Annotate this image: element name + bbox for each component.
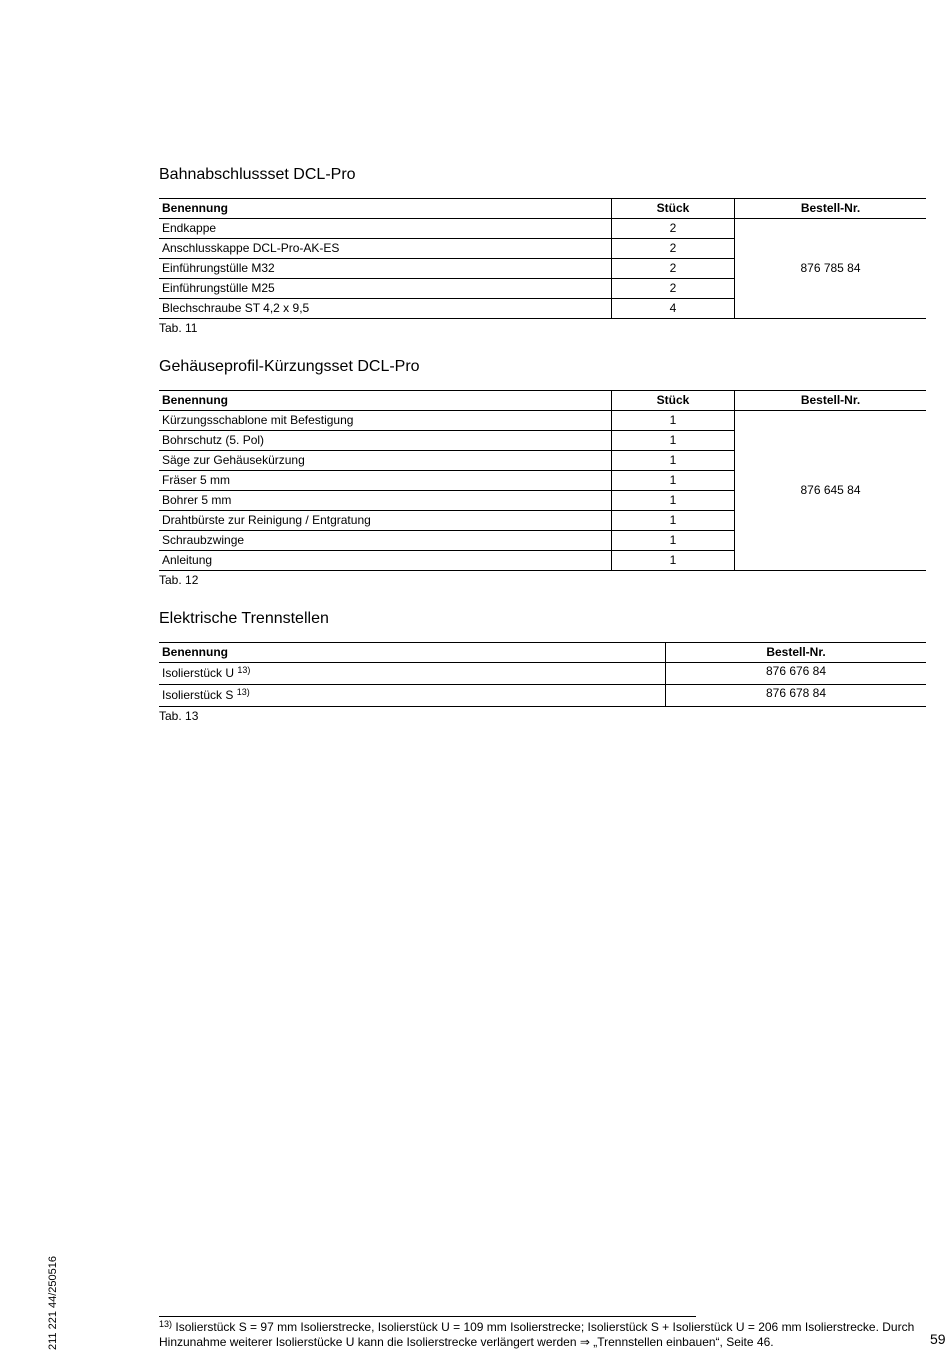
header-order: Bestell-Nr. — [735, 199, 927, 219]
header-order: Bestell-Nr. — [735, 391, 927, 411]
section-trennstellen — [159, 607, 926, 724]
section-title: Elektrische Trennstellen — [159, 610, 329, 627]
page-number: 59 — [930, 1331, 946, 1347]
item-qty: 1 — [612, 451, 735, 471]
table-header-row — [159, 199, 926, 219]
parts-table — [159, 390, 926, 571]
item-qty: 1 — [612, 471, 735, 491]
item-qty: 1 — [612, 511, 735, 531]
header-qty: Stück — [612, 391, 735, 411]
item-label: Isolierstück S — [162, 688, 234, 702]
section-bahnabschlussset — [159, 163, 926, 336]
footnote-text: Isolierstück S = 97 mm Isolierstrecke, Isolierstück U = 109 mm Isolierstrecke; Isolierstück S + Isolierstück U = 206 mm Isolierstrecke. Durch Hinzunahme weiterer Isolierstücke U kann die Isolierstrecke verlängert werden ⇒ „Trennstellen einbauen“, Seite 46. — [159, 1320, 915, 1349]
table-row — [159, 685, 926, 707]
item-name: Blechschraube ST 4,2 x 9,5 — [159, 299, 612, 319]
item-name: Anleitung — [159, 551, 612, 571]
order-number: 876 785 84 — [735, 219, 927, 319]
item-name: Endkappe — [159, 219, 612, 239]
document-code: 211 221 44/250516 — [47, 1256, 59, 1350]
item-name: Anschlusskappe DCL-Pro-AK-ES — [159, 239, 612, 259]
item-name: Drahtbürste zur Reinigung / Entgratung — [159, 511, 612, 531]
item-name: Bohrschutz (5. Pol) — [159, 431, 612, 451]
table-header-row — [159, 391, 926, 411]
item-name: Schraubzwinge — [159, 531, 612, 551]
item-name: Einführungstülle M32 — [159, 259, 612, 279]
section-title: Bahnabschlussset DCL-Pro — [159, 166, 356, 183]
item-name: Bohrer 5 mm — [159, 491, 612, 511]
item-qty: 2 — [612, 279, 735, 299]
item-qty: 1 — [612, 531, 735, 551]
header-order: Bestell-Nr. — [666, 643, 927, 663]
item-qty: 2 — [612, 259, 735, 279]
header-name: Benennung — [159, 643, 666, 663]
item-qty: 1 — [612, 431, 735, 451]
item-qty: 2 — [612, 239, 735, 259]
order-number: 876 645 84 — [735, 411, 927, 571]
table-caption: Tab. 12 — [159, 573, 199, 587]
table-row — [159, 663, 926, 685]
order-number: 876 676 84 — [666, 663, 927, 685]
item-qty: 1 — [612, 491, 735, 511]
section-kuerzungsset — [159, 355, 926, 588]
item-name: Einführungstülle M25 — [159, 279, 612, 299]
footnote-divider — [159, 1316, 696, 1317]
header-name: Benennung — [159, 391, 612, 411]
item-label: Isolierstück U — [162, 666, 235, 680]
footnote — [159, 1320, 919, 1350]
header-name: Benennung — [159, 199, 612, 219]
item-name — [159, 663, 666, 685]
footnote-ref: 13) — [236, 687, 250, 697]
footnote-ref: 13) — [237, 665, 251, 675]
item-qty: 1 — [612, 551, 735, 571]
footnote-marker: 13) — [159, 1319, 173, 1329]
parts-table — [159, 642, 926, 707]
table-caption: Tab. 13 — [159, 709, 199, 723]
item-name — [159, 685, 666, 707]
table-row — [159, 411, 926, 431]
section-title: Gehäuseprofil-Kürzungsset DCL-Pro — [159, 358, 420, 375]
header-qty: Stück — [612, 199, 735, 219]
table-caption: Tab. 11 — [159, 321, 198, 335]
table-header-row — [159, 643, 926, 663]
item-qty: 4 — [612, 299, 735, 319]
item-name: Säge zur Gehäusekürzung — [159, 451, 612, 471]
item-qty: 2 — [612, 219, 735, 239]
order-number: 876 678 84 — [666, 685, 927, 707]
table-row — [159, 219, 926, 239]
parts-table — [159, 198, 926, 319]
item-name: Fräser 5 mm — [159, 471, 612, 491]
item-qty: 1 — [612, 411, 735, 431]
item-name: Kürzungsschablone mit Befestigung — [159, 411, 612, 431]
